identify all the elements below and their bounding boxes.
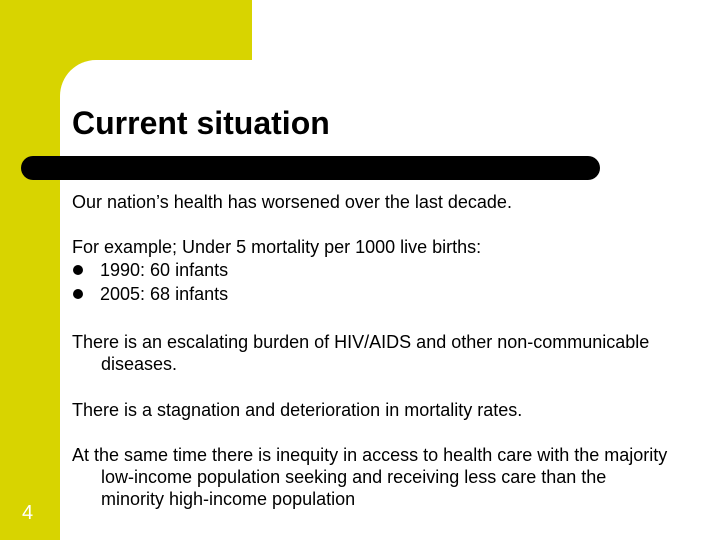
title-divider [21, 156, 600, 180]
paragraph-health-worsened: Our nation’s health has worsened over the last decade. [72, 192, 512, 212]
list-item [72, 258, 228, 282]
bullet-icon [73, 265, 83, 275]
bullet-text: 2005: 68 infants [100, 284, 229, 304]
slide-number: 4 [22, 502, 34, 524]
paragraph-stagnation: There is a stagnation and deterioration in mortality rates. [72, 400, 523, 420]
list-item [72, 282, 228, 306]
slide-title: Current situation [72, 105, 330, 141]
bullet-text: 1990: 60 infants [100, 260, 229, 280]
paragraph-hiv-burden: There is an escalating burden of HIV/AIDS and other non-communicable diseases. [72, 332, 650, 374]
mortality-bullet-list [72, 258, 228, 306]
paragraph-inequity: At the same time there is inequity in access to health care with the majority low-income population seeking and receiving less care than the minority high-income population [72, 445, 668, 509]
paragraph-example-intro: For example; Under 5 mortality per 1000 live births: [72, 237, 482, 257]
accent-strip-left [0, 0, 60, 540]
bullet-icon [73, 289, 83, 299]
